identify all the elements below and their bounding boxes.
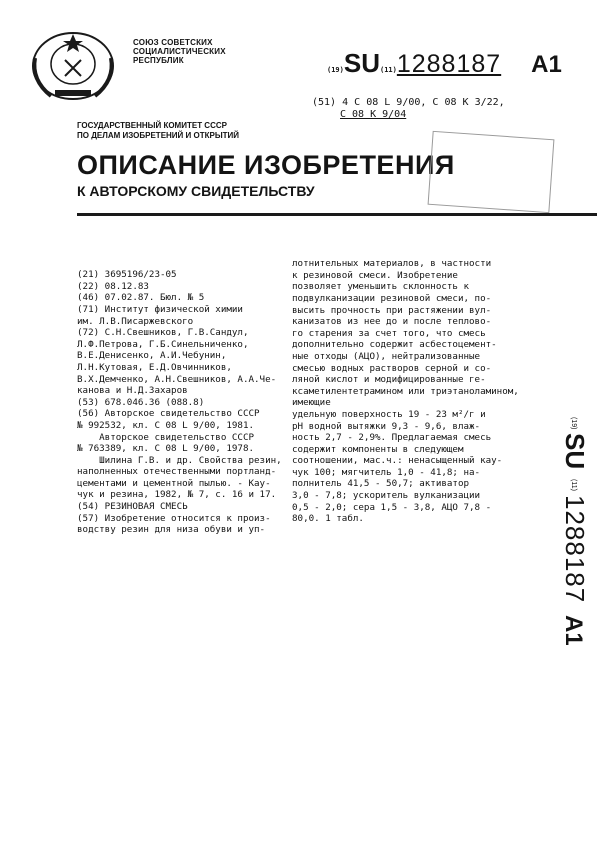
svg-text:1288187: 1288187 (560, 495, 590, 604)
committee-name: ГОСУДАРСТВЕННЫЙ КОМИТЕТ СССР ПО ДЕЛАМ ИЗОБРЕТЕНИЙ И ОТКРЫТИЙ (77, 121, 240, 140)
page-subtitle: К АВТОРСКОМУ СВИДЕТЕЛЬСТВУ (77, 183, 315, 199)
abstract-text: лотнительных материалов, в частности к резиновой смеси. Изобретение позволяет уменьшить склонность к подвулканизации резиновой смеси, по- высить прочность при растяжении вул- канизатов из нее до и после теплово- го старения за счет того, что смесь дополнительно содержит асбестоцемент- ные отходы (АЦО), нейтрализованные смесью водных растворов серной и со- ляной кислот и модифицированные ге- ксаметилентетрамином или триэтаноламином, имеющие удельную поверхность 19 - 23 м²/г и pH водной вытяжки 9,3 - 9,6, влаж- ность 2,7 - 2,9%. Предлагаемая смесь содержит компоненты в следующем соотношении, мас.ч.: ненасыщенный кау- чук 100; мягчитель 1,0 - 41,8; на- полнитель 41,5 - 50,7; активатор 3,0 - 7,8; ускоритель вулканизации 0,5 - 2,0; сера 1,5 - 3,8, АЦО 7,8 - 80,0. 1 табл. (292, 258, 519, 525)
ussr-emblem (25, 28, 121, 104)
ipc-classification: (51) 4 C 08 L 9/00, C 08 K 3/22, C 08 K 9/04 (312, 97, 505, 120)
patent-number: 1288187 (396, 50, 502, 78)
country-code: SU (343, 48, 380, 78)
svg-text:A1: A1 (560, 615, 587, 646)
svg-text:(19): (19) (570, 417, 577, 430)
vertical-patent-number (536, 415, 596, 665)
state-name: СОЮЗ СОВЕТСКИХ СОЦИАЛИСТИЧЕСКИХ РЕСПУБЛИК (133, 38, 226, 65)
patent-number-block: (19)SU(11)1288187 A1 (327, 48, 562, 78)
svg-text:SU: SU (560, 433, 590, 470)
document-kind: A1 (531, 51, 562, 78)
divider (77, 213, 597, 216)
bibliographic-data: (21) 3695196/23-05 (22) 08.12.83 (46) 07.02.87. Бюл. № 5 (71) Институт физической химии им. Л.В.Писаржевского (72) С.Н.Свешников, Г.В.Сандул, Л.Ф.Петрова, Г.Б.Синельниченко, В.Е.Денисенко, А.И.Чебунин, Л.Н.Кутовая, Е.Д.Овчинников, В.Х.Демченко, А.Н.Свешников, А.А.Че- канова и Н.Д.Захаров (53) 678.046.36 (088.8) (56) Авторское свидетельство СССР № 992532, кл. C 08 L 9/00, 1981. Авторское свидетельство СССР № 763389, кл. C 08 L 9/00, 1978. Шилина Г.В. и др. Свойства резин, наполненных отечественными портланд- цементами и цементной пылью. - Кау- чук и резина, 1982, № 7, с. 16 и 17. (54) РЕЗИНОВАЯ СМЕСЬ (57) Изобретение относится к произ- водству резин для низа обуви и уп- (77, 269, 282, 536)
stamp (428, 131, 555, 213)
svg-text:(11): (11) (570, 479, 577, 491)
page-title: ОПИСАНИЕ ИЗОБРЕТЕНИЯ (77, 150, 455, 180)
